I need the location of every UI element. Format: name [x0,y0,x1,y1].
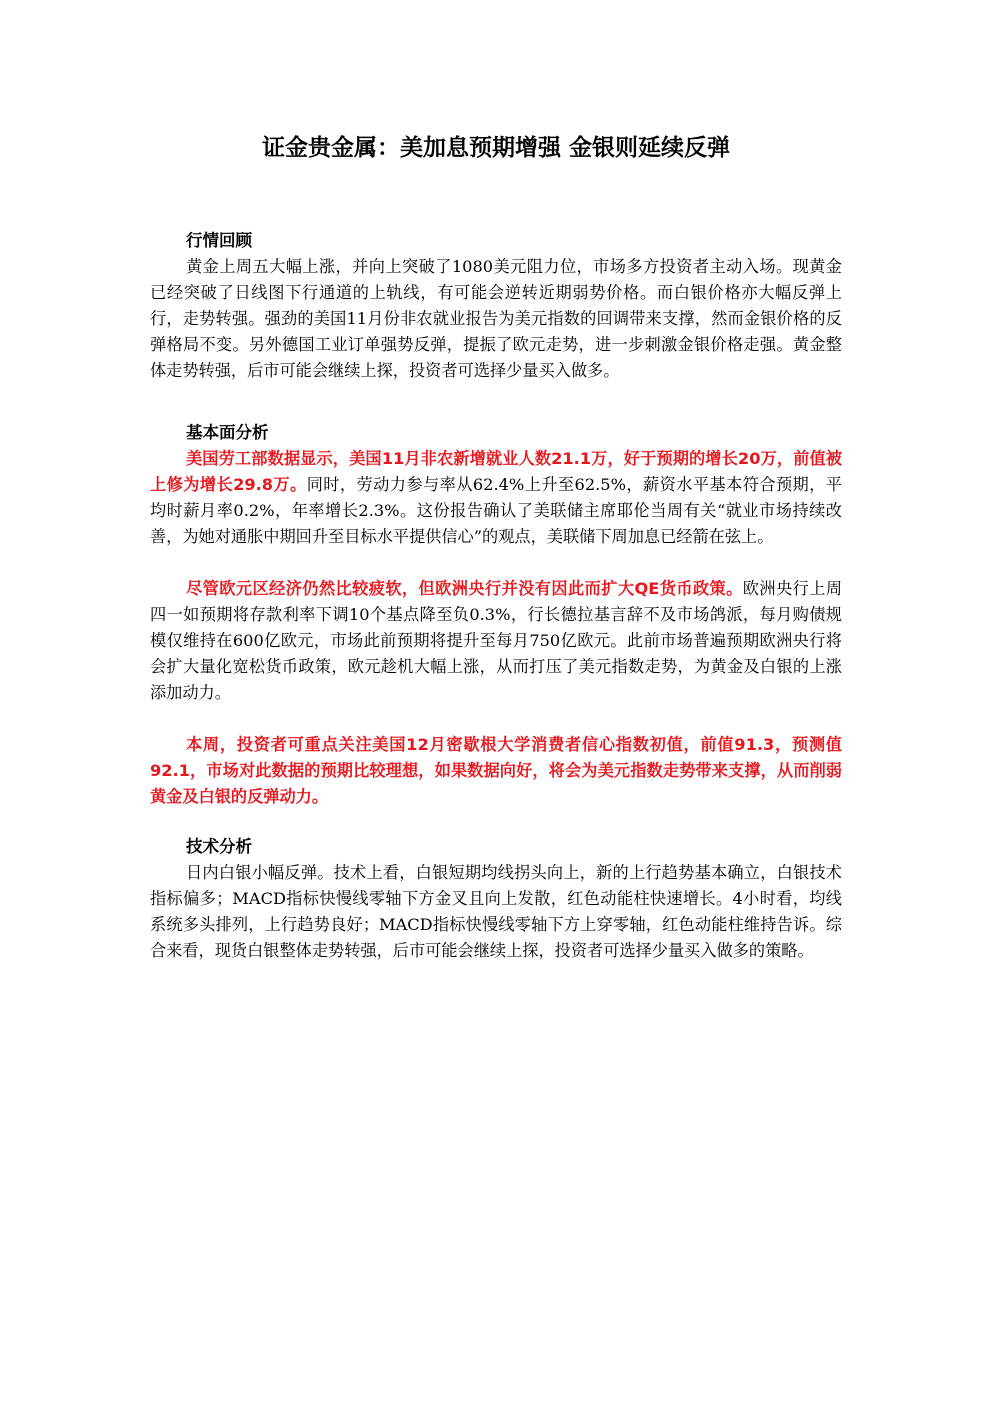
section-review [150,228,842,384]
fundamental-paragraph-1 [150,446,842,550]
section-heading-fundamental: 基本面分析 [186,423,269,442]
spacer [150,550,842,576]
emphasis-text: 尽管欧元区经济仍然比较疲软，但欧洲央行并没有因此而扩大QE货币政策。 [186,579,743,598]
spacer [150,706,842,732]
body-text: 同时，劳动力参与率从62.4%上升至62.5%，薪资水平基本符合预期，平均时薪月率0.2%，年率增长2.3%。这份报告确认了美联储主席耶伦当周有关“就业市场持续改善，为她对通胀中期回升至目标水平提供信心”的观点，美联储下周加息已经箭在弦上。 [150,475,842,546]
emphasis-text: 美国劳工部数据显示，美国11月非农新增就业人数21.1万，好于预期的增长20万，前值被上修为增长29.8万。 [150,449,842,494]
section-fundamental [150,420,842,810]
spacer [150,810,842,834]
section-heading-technical: 技术分析 [186,837,252,856]
document-body [150,228,842,964]
body-text: 欧洲央行上周四一如预期将存款利率下调10个基点降至负0.3%，行长德拉基言辞不及市场鸽派，每月购债规模仅维持在600亿欧元，市场此前预期将提升至每月750亿欧元。此前市场普遍预期欧洲央行将会扩大量化宽松货币政策，欧元趁机大幅上涨，从而打压了美元指数走势，为黄金及白银的上涨添加动力。 [150,579,843,702]
technical-paragraph: 日内白银小幅反弹。技术上看，白银短期均线拐头向上，新的上行趋势基本确立，白银技术指标偏多；MACD指标快慢线零轴下方金叉且向上发散，红色动能柱快速增长。4小时看，均线系统多头排列，上行趋势良好；MACD指标快慢线零轴下方上穿零轴，红色动能柱维持告诉。综合来看，现货白银整体走势转强，后市可能会继续上探，投资者可选择少量买入做多的策略。 [150,863,842,960]
section-technical [150,834,842,964]
emphasis-text: 本周，投资者可重点关注美国12月密歇根大学消费者信心指数初值，前值91.3，预测值92.1，市场对此数据的预期比较理想，如果数据向好，将会为美元指数走势带来支撑，从而削弱黄金及白银的反弹动力。 [150,735,842,806]
spacer [150,384,842,420]
fundamental-paragraph-2 [150,576,842,706]
page-title: 证金贵金属：美加息预期增强 金银则延续反弹 [261,135,730,161]
section-heading-review: 行情回顾 [186,231,252,250]
fundamental-paragraph-3 [150,732,842,810]
review-paragraph: 黄金上周五大幅上涨，并向上突破了1080美元阻力位，市场多方投资者主动入场。现黄金已经突破了日线图下行通道的上轨线，有可能会逆转近期弱势价格。而白银价格亦大幅反弹上行，走势转强。强劲的美国11月份非农就业报告为美元指数的回调带来支撑，然而金银价格的反弹格局不变。另外德国工业订单强势反弹，提振了欧元走势，进一步刺激金银价格走强。黄金整体走势转强，后市可能会继续上探，投资者可选择少量买入做多。 [150,257,842,380]
